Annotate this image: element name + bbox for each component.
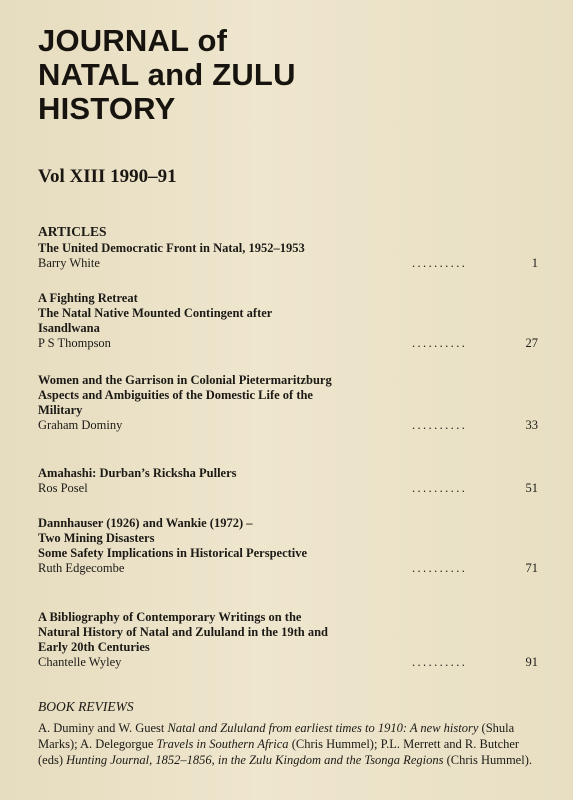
article-title: Dannhauser (1926) and Wankie (1972) – Two Mining Disasters Some Safety Implications in Historical Perspective xyxy=(38,516,308,560)
article-author: Barry White xyxy=(38,256,100,270)
article-entry xyxy=(38,373,538,434)
volume-label: Vol XIII 1990–91 xyxy=(38,166,177,187)
review-text-segment: A. Duminy and W. Guest xyxy=(38,721,168,735)
article-author: P S Thompson xyxy=(38,336,111,350)
review-book-title: Natal and Zululand from earliest times to 1910: A new history xyxy=(167,721,479,735)
journal-title-line: NATAL and ZULU xyxy=(38,57,296,92)
book-reviews-heading: BOOK REVIEWS xyxy=(38,699,134,714)
article-author-row xyxy=(38,336,538,352)
article-entry xyxy=(38,466,538,497)
article-page-number: 1 xyxy=(531,256,538,270)
journal-title xyxy=(38,24,296,126)
article-author-row xyxy=(38,481,538,497)
article-author-row xyxy=(38,418,538,434)
review-book-title: Hunting Journal, 1852–1856, in the Zulu Kingdom and the Tsonga Regions xyxy=(66,753,444,767)
article-entry xyxy=(38,516,538,577)
leader-dots: .......... xyxy=(412,561,468,575)
article-author-row xyxy=(38,561,538,577)
article-title: A Fighting Retreat The Natal Native Mounted Contingent after Isandlwana xyxy=(38,291,273,335)
leader-dots: .......... xyxy=(412,336,468,350)
article-page-number: 51 xyxy=(525,481,538,495)
leader-dots: .......... xyxy=(412,481,468,495)
article-page-number: 91 xyxy=(525,655,538,669)
leader-dots: .......... xyxy=(412,256,468,270)
journal-title-line: HISTORY xyxy=(38,91,176,126)
leader-dots: .......... xyxy=(412,655,468,669)
review-text-segment: (Chris Hummel). xyxy=(443,753,532,767)
journal-title-line: JOURNAL of xyxy=(38,23,228,58)
article-title: A Bibliography of Contemporary Writings on the Natural History of Natal and Zululand in the 19th and Early 20th Centuries xyxy=(38,610,328,654)
review-text-segment: (Chris Hummel); P.L. Merrett and R. Butcher (eds) xyxy=(38,737,520,767)
review-book-title: Travels in Southern Africa xyxy=(156,737,289,751)
article-author: Ros Posel xyxy=(38,481,88,495)
article-title: Amahashi: Durban’s Ricksha Pullers xyxy=(38,466,237,480)
article-entry xyxy=(38,241,538,272)
article-title: Women and the Garrison in Colonial Pietermaritzburg Aspects and Ambiguities of the Domestic Life of the Military xyxy=(38,373,332,417)
article-entry xyxy=(38,291,538,352)
article-author: Ruth Edgecombe xyxy=(38,561,125,575)
article-entry xyxy=(38,610,538,671)
articles-heading: ARTICLES xyxy=(38,224,107,239)
article-title: The United Democratic Front in Natal, 1952–1953 xyxy=(38,241,305,255)
article-page-number: 71 xyxy=(525,561,538,575)
leader-dots: .......... xyxy=(412,418,468,432)
article-page-number: 33 xyxy=(525,418,538,432)
article-author-row xyxy=(38,256,538,272)
review-text-segment: (Shula Marks); A. Delegorgue xyxy=(38,721,515,751)
article-author: Chantelle Wyley xyxy=(38,655,122,669)
article-author-row xyxy=(38,655,538,671)
article-author: Graham Dominy xyxy=(38,418,123,432)
book-reviews-text xyxy=(38,720,538,768)
article-page-number: 27 xyxy=(525,336,538,350)
